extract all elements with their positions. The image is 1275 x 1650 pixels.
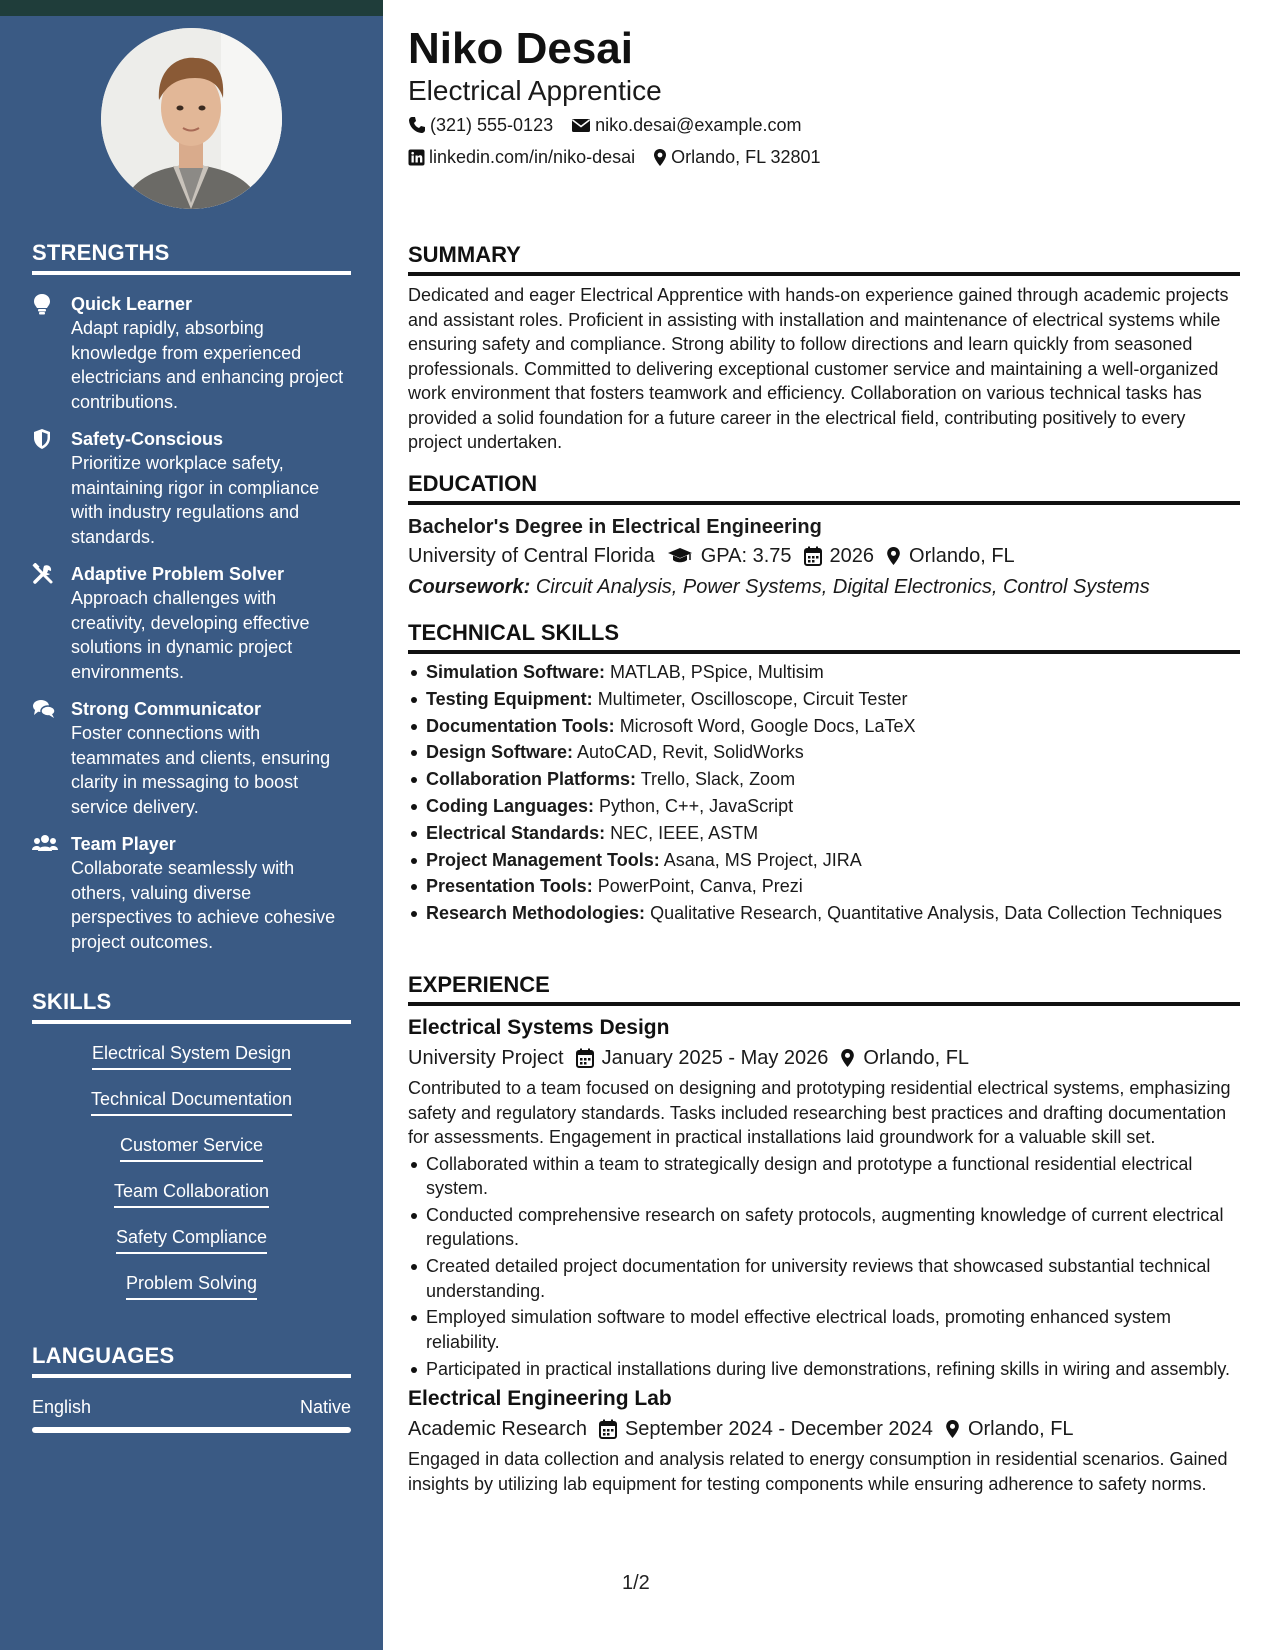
- linkedin-icon: [408, 149, 425, 166]
- summary-text: Dedicated and eager Electrical Apprentice with hands-on experience gained through academic projects and assistant roles. Proficient in assisting with installation and maintenance of electrical systems while ensuring safety and compliance. Strong ability to follow directions and learn quickly from seasoned professionals. Committed to delivering exceptional customer service and maintaining a well-organized work environment that fosters teamwork and efficiency. Collaboration on various technical tasks has provided a solid foundation for a future career in the electrical field, contributing positively to every project undertaken.: [408, 285, 1229, 452]
- strength-item: [32, 697, 351, 819]
- map-pin-icon: [945, 1419, 960, 1439]
- skill-category: Design Software:: [426, 742, 574, 763]
- strength-desc: Collaborate seamlessly with others, valuing diverse perspectives to achieve cohesive project outcomes.: [71, 858, 336, 952]
- sidebar-top-accent: [0, 0, 383, 16]
- map-pin-icon: [886, 546, 901, 566]
- job-bullet: Employed simulation software to model effective electrical loads, promoting enhanced system reliability.: [408, 1305, 1240, 1354]
- sidebar: [0, 0, 383, 1650]
- job-bullet: Collaborated within a team to strategically design and prototype a functional residential electrical system.: [408, 1152, 1240, 1201]
- candidate-name: Niko Desai: [408, 24, 633, 73]
- job-org: University Project: [408, 1047, 564, 1069]
- map-pin-icon: [840, 1048, 855, 1068]
- strength-item: [32, 427, 351, 549]
- strength-item: [32, 832, 351, 954]
- linkedin-link[interactable]: linkedin.com/in/niko-desai: [429, 147, 636, 167]
- technical-skill-item: [408, 660, 1240, 685]
- profile-photo: [101, 28, 282, 209]
- technical-skill-item: [408, 848, 1240, 873]
- tools-icon: [32, 563, 54, 585]
- skill-category: Collaboration Platforms:: [426, 769, 637, 790]
- job-bullet: Conducted comprehensive research on safety protocols, augmenting knowledge of current electrical regulations.: [408, 1203, 1240, 1252]
- strength-title: Strong Communicator: [71, 699, 262, 719]
- technical-skill-item: [408, 821, 1240, 846]
- technical-skill-item: [408, 687, 1240, 712]
- envelope-icon: [571, 117, 591, 133]
- calendar-icon: [576, 1048, 594, 1068]
- skill-tag: Problem Solving: [126, 1271, 257, 1300]
- degree-title: Bachelor's Degree in Electrical Engineering: [408, 516, 822, 538]
- technical-skill-item: [408, 767, 1240, 792]
- language-level: Native: [299, 1397, 351, 1417]
- skill-tag: Team Collaboration: [114, 1179, 269, 1208]
- strength-item: [32, 562, 351, 684]
- lightbulb-icon: [32, 293, 54, 315]
- skill-values: Asana, MS Project, JIRA: [663, 849, 862, 870]
- job-location: Orlando, FL: [967, 1418, 1074, 1441]
- skill-tag: Electrical System Design: [92, 1041, 291, 1070]
- comments-icon: [32, 698, 54, 720]
- skill-values: Multimeter, Oscilloscope, Circuit Tester: [597, 688, 908, 709]
- skill-tag: Customer Service: [120, 1133, 263, 1162]
- contact-line-1: [408, 113, 819, 137]
- job-description: Engaged in data collection and analysis related to energy consumption in residential scenarios. Gained insights by utilizing lab equipment for testing components while ensuring adherence to safety norms.: [408, 1449, 1228, 1494]
- job-description: Contributed to a team focused on designing and prototyping residential electrical systems, emphasizing safety and regulatory standards. Tasks included researching best practices and drafting documentation for assessments. Engagement in practical installations laid groundwork for a valuable skill set.: [408, 1078, 1231, 1147]
- job-dates: September 2024 - December 2024: [624, 1418, 933, 1441]
- job-bullet: Created detailed project documentation for university reviews that showcased substantial technical understanding.: [408, 1254, 1240, 1303]
- skill-category: Research Methodologies:: [426, 903, 646, 924]
- job-title: Electrical Engineering Lab: [408, 1387, 672, 1411]
- skill-values: PowerPoint, Canva, Prezi: [597, 876, 803, 897]
- language-level-bar: [32, 1427, 351, 1433]
- phone-icon: [408, 116, 426, 134]
- experience-section: [408, 972, 1240, 1496]
- experience-heading: EXPERIENCE: [408, 972, 1240, 1006]
- skill-values: AutoCAD, Revit, SolidWorks: [577, 742, 804, 763]
- strength-desc: Prioritize workplace safety, maintaining rigor in compliance with industry regulations and standards.: [71, 453, 320, 547]
- job-meta: [408, 1415, 1240, 1443]
- technical-skills-heading: TECHNICAL SKILLS: [408, 620, 1240, 654]
- strengths-section: [32, 240, 351, 954]
- job-meta: [408, 1044, 1240, 1072]
- education-section: [408, 471, 1240, 601]
- job-bullet: Participated in practical installations during live demonstrations, refining skills in wiring and assembly.: [408, 1357, 1240, 1382]
- technical-skill-item: [408, 714, 1240, 739]
- technical-skills-section: [408, 620, 1240, 928]
- education-heading: EDUCATION: [408, 471, 1240, 505]
- job-title: Electrical Systems Design: [408, 1016, 670, 1039]
- education-meta: [408, 542, 1240, 570]
- skill-values: Python, C++, JavaScript: [599, 795, 794, 816]
- location-text: Orlando, FL 32801: [671, 147, 821, 167]
- skills-list: [32, 1024, 351, 1300]
- skill-values: MATLAB, PSpice, Multisim: [610, 662, 824, 682]
- email-link[interactable]: niko.desai@example.com: [595, 115, 802, 135]
- strength-title: Team Player: [71, 834, 176, 854]
- users-icon: [32, 833, 54, 855]
- map-pin-icon: [653, 148, 667, 167]
- technical-skill-item: [408, 794, 1240, 819]
- calendar-icon: [599, 1419, 617, 1439]
- strength-item: [32, 292, 351, 414]
- skill-category: Project Management Tools:: [426, 849, 660, 870]
- languages-section: [32, 1343, 351, 1433]
- summary-section: [408, 242, 1240, 455]
- language-row: [32, 1397, 351, 1418]
- page-number: 1/2: [622, 1572, 650, 1594]
- coursework-line: [408, 573, 1240, 601]
- skill-values: Microsoft Word, Google Docs, LaTeX: [619, 715, 916, 736]
- job-entry: [408, 1014, 1240, 1381]
- calendar-icon: [804, 546, 822, 566]
- graduation-cap-icon: [667, 547, 693, 565]
- graduation-year: 2026: [829, 545, 875, 567]
- shield-icon: [32, 428, 54, 450]
- strengths-heading: STRENGTHS: [32, 240, 351, 275]
- skill-category: Simulation Software:: [426, 662, 606, 682]
- skill-category: Coding Languages:: [426, 795, 594, 816]
- technical-skill-item: [408, 874, 1240, 899]
- skill-values: Trello, Slack, Zoom: [640, 769, 796, 790]
- technical-skill-item: [408, 740, 1240, 765]
- job-bullets: [408, 1152, 1240, 1382]
- school-name: University of Central Florida: [408, 545, 655, 567]
- skill-tag: Safety Compliance: [116, 1225, 267, 1254]
- contact-line-2: [408, 145, 839, 169]
- languages-heading: LANGUAGES: [32, 1343, 351, 1378]
- job-dates: January 2025 - May 2026: [601, 1047, 829, 1069]
- gpa-text: GPA: 3.75: [700, 545, 792, 567]
- language-name: English: [32, 1397, 92, 1417]
- skill-category: Documentation Tools:: [426, 715, 615, 736]
- strength-desc: Foster connections with teammates and clients, ensuring clarity in messaging to boost service delivery.: [71, 723, 331, 817]
- strength-title: Safety-Conscious: [71, 429, 224, 449]
- strength-title: Quick Learner: [71, 294, 193, 314]
- candidate-role: Electrical Apprentice: [408, 75, 662, 106]
- job-entry: [408, 1385, 1240, 1496]
- coursework-label: Coursework:: [408, 576, 531, 598]
- phone-text[interactable]: (321) 555-0123: [430, 115, 554, 135]
- skill-category: Presentation Tools:: [426, 876, 593, 897]
- strength-desc: Adapt rapidly, absorbing knowledge from experienced electricians and enhancing project contributions.: [71, 318, 344, 412]
- technical-skills-list: [408, 660, 1240, 926]
- skill-category: Electrical Standards:: [426, 822, 606, 843]
- job-org: Academic Research: [408, 1418, 587, 1441]
- education-location: Orlando, FL: [909, 545, 1015, 567]
- skills-heading: SKILLS: [32, 989, 351, 1024]
- skill-values: NEC, IEEE, ASTM: [610, 822, 759, 843]
- summary-heading: SUMMARY: [408, 242, 1240, 276]
- skill-values: Qualitative Research, Quantitative Analysis, Data Collection Techniques: [650, 903, 1223, 924]
- skill-tag: Technical Documentation: [91, 1087, 292, 1116]
- strength-desc: Approach challenges with creativity, developing effective solutions in dynamic project environments.: [71, 588, 310, 682]
- job-location: Orlando, FL: [863, 1047, 970, 1069]
- skills-section: [32, 989, 351, 1300]
- coursework-list: Circuit Analysis, Power Systems, Digital Electronics, Control Systems: [535, 576, 1150, 598]
- technical-skill-item: [408, 901, 1240, 926]
- skill-category: Testing Equipment:: [426, 688, 593, 709]
- strength-title: Adaptive Problem Solver: [71, 564, 285, 584]
